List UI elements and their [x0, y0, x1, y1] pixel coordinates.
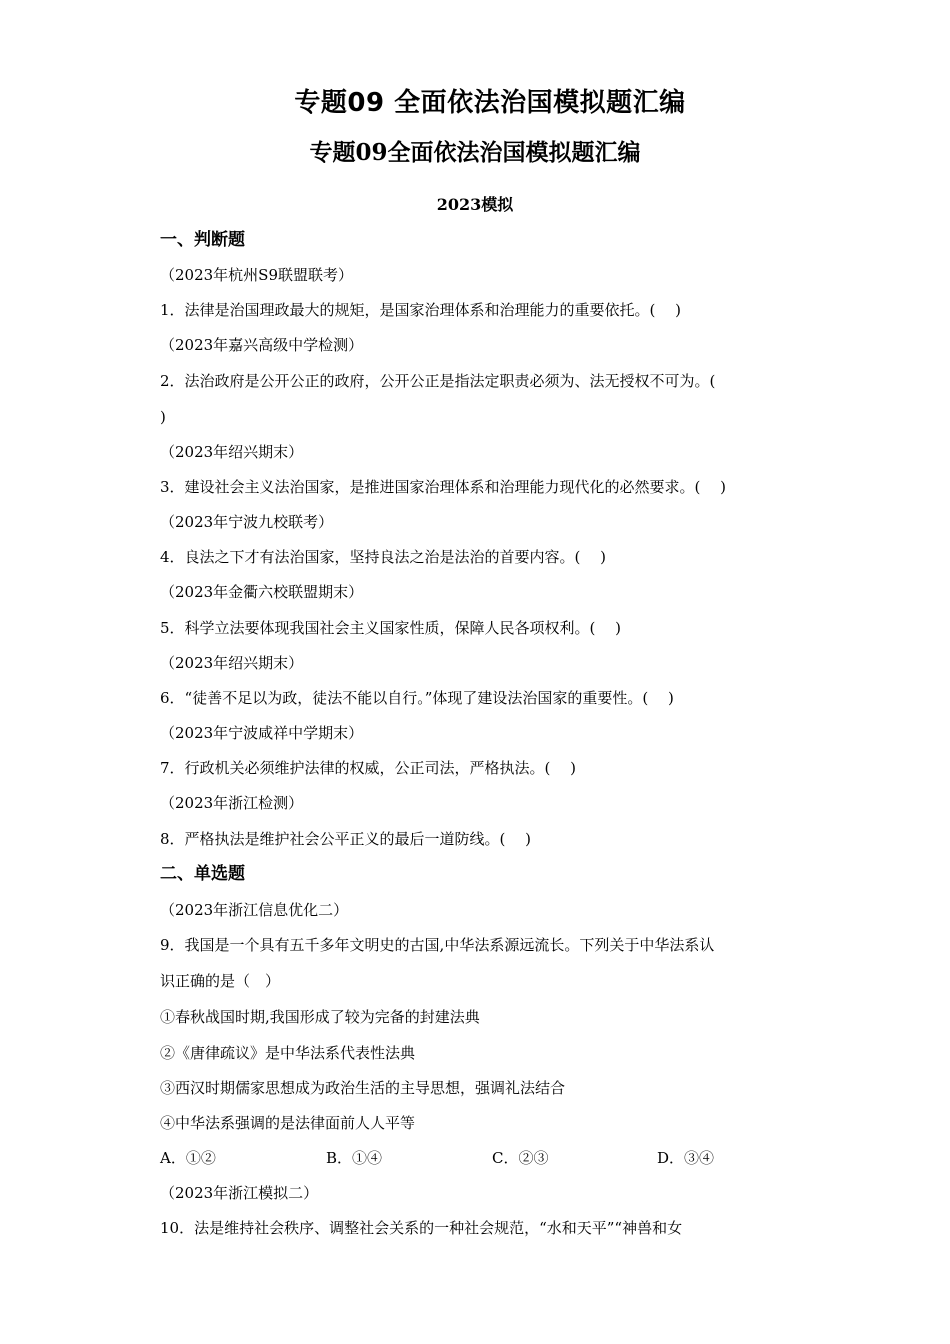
option-d: D．③④ — [657, 1149, 715, 1167]
question-source: （2023年宁波咸祥中学期末） — [160, 724, 364, 742]
question-text: 7．行政机关必须维护法律的权威，公正司法，严格执法。( ) — [160, 759, 577, 777]
statement-item: ④中华法系强调的是法律面前人人平等 — [160, 1114, 416, 1132]
question-source: （2023年浙江检测） — [160, 794, 304, 812]
option-b: B．①④ — [326, 1149, 383, 1167]
question-source: （2023年杭州S9联盟联考） — [160, 266, 353, 284]
statement-item: ③西汉时期儒家思想成为政治生活的主导思想，强调礼法结合 — [160, 1079, 566, 1097]
statement-item: ②《唐律疏议》是中华法系代表性法典 — [160, 1044, 416, 1062]
question-text: 1．法律是治国理政最大的规矩，是国家治理体系和治理能力的重要依托。( ) — [160, 301, 682, 319]
question-source: （2023年绍兴期末） — [160, 654, 304, 672]
question-text: 3．建设社会主义法治国家，是推进国家治理体系和治理能力现代化的必然要求。( ) — [160, 478, 727, 496]
question-source: （2023年绍兴期末） — [160, 443, 304, 461]
question-text: 2．法治政府是公开公正的政府，公开公正是指法定职责必须为、法无授权不可为。( — [160, 372, 716, 390]
question-text: 5．科学立法要体现我国社会主义国家性质，保障人民各项权利。( ) — [160, 619, 622, 637]
section-heading-judgment: 一、判断题 — [160, 230, 245, 250]
statement-item: ①春秋战国时期,我国形成了较为完备的封建法典 — [160, 1008, 480, 1026]
section-heading-single-choice: 二、单选题 — [160, 864, 245, 884]
question-source: （2023年浙江模拟二） — [160, 1184, 319, 1202]
question-stem-continued: 识正确的是（ ） — [160, 972, 281, 990]
sub-title: 专题09全面依法治国模拟题汇编 — [309, 139, 641, 166]
question-source: （2023年宁波九校联考） — [160, 513, 334, 531]
question-text: 8．严格执法是维护社会公平正义的最后一道防线。( ) — [160, 830, 532, 848]
question-source: （2023年嘉兴高级中学检测） — [160, 336, 364, 354]
question-text: 6．“徒善不足以为政，徒法不能以自行。”体现了建设法治国家的重要性。( ) — [160, 689, 674, 707]
option-c: C．②③ — [492, 1149, 549, 1167]
question-source: （2023年金衢六校联盟期末） — [160, 583, 364, 601]
question-stem: 9．我国是一个具有五千多年文明史的古国,中华法系源远流长。下列关于中华法系认 — [160, 936, 715, 954]
year-heading: 2023模拟 — [436, 195, 514, 214]
question-text: 4．良法之下才有法治国家，坚持良法之治是法治的首要内容。( ) — [160, 548, 607, 566]
option-a: A．①② — [160, 1149, 216, 1167]
main-title: 专题09 全面依法治国模拟题汇编 — [294, 88, 686, 118]
question-stem: 10．法是维持社会秩序、调整社会关系的一种社会规范，“水和天平”“神兽和女 — [160, 1219, 683, 1237]
question-source: （2023年浙江信息优化二） — [160, 901, 349, 919]
question-text-continued: ) — [160, 408, 166, 426]
